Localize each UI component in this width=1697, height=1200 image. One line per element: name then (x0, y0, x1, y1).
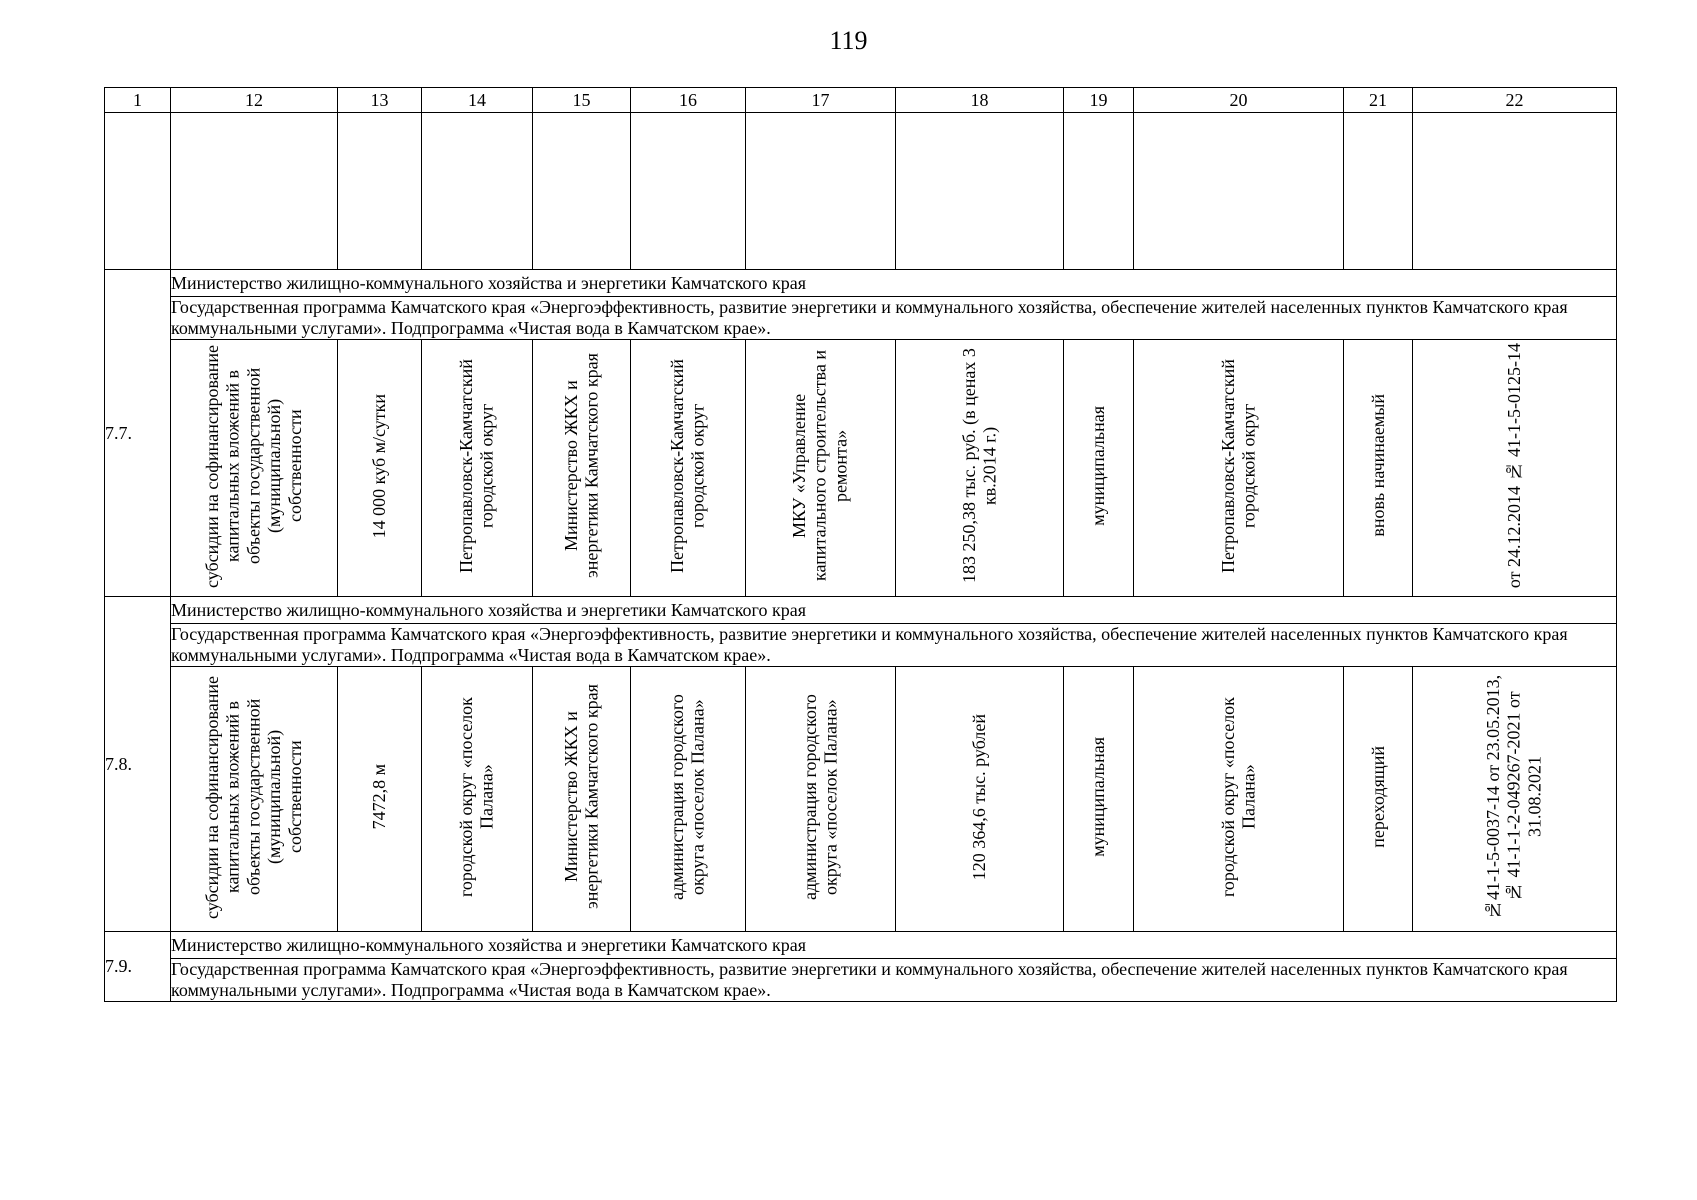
cell-text: 120 364,6 тыс. рублей (969, 713, 990, 880)
table-cell (896, 667, 1064, 932)
cell-text: №41-1-5-0037-14 от 23.05.2013, № 41-1-1-2-049267-2021 от 31.08.2021 (1483, 674, 1545, 920)
table-cell (896, 340, 1064, 597)
ministry-cell: Министерство жилищно-коммунального хозяйства и энергетики Камчатского края (171, 932, 1617, 959)
cell-text: переходящий (1367, 745, 1388, 848)
table-cell (422, 667, 533, 932)
col-header: 15 (533, 88, 631, 113)
program-cell: Государственная программа Камчатского края «Энергоэффективность, развитие энергетики и коммунального хозяйства, обеспечение жителей населенных пунктов Камчатского края коммунальными услугами». Подпрограмма «Чистая вода в Камчатском крае». (171, 624, 1617, 667)
col-header: 16 (631, 88, 746, 113)
col-header: 18 (896, 88, 1064, 113)
cell-text: Петропавловск-Камчатский городской округ (456, 358, 497, 573)
program-row (105, 624, 1617, 667)
col-header: 20 (1134, 88, 1344, 113)
program-cell: Государственная программа Камчатского края «Энергоэффективность, развитие энергетики и коммунального хозяйства, обеспечение жителей населенных пунктов Камчатского края коммунальными услугами». Подпрограмма «Чистая вода в Камчатском крае». (171, 959, 1617, 1002)
cell-text: 7472,8 м (369, 763, 390, 830)
col-header: 12 (171, 88, 338, 113)
table-cell (533, 667, 631, 932)
table-cell (338, 340, 422, 597)
cell-text: субсидии на софинансирование капитальных вложений в объекты государственной (муниципальной) собственности (202, 675, 306, 919)
empty-cell (105, 113, 171, 270)
table-row (105, 340, 1617, 597)
table-cell (1344, 340, 1413, 597)
cell-text: 183 250,38 тыс. руб. (в ценах 3 кв.2014 г.) (958, 348, 1000, 584)
empty-cell (896, 113, 1064, 270)
table-cell (631, 340, 746, 597)
cell-text: муниципальная (1088, 405, 1109, 526)
cell-text: городской округ «поселок Палана» (1217, 696, 1259, 897)
cell-text: Министерство ЖКХ и энергетики Камчатского края (560, 353, 602, 579)
row-number: 7.8. (105, 597, 171, 932)
empty-cell (1064, 113, 1134, 270)
table-cell (1344, 667, 1413, 932)
empty-cell (338, 113, 422, 270)
table-cell (1064, 667, 1134, 932)
table-cell (631, 667, 746, 932)
ministry-row (105, 597, 1617, 624)
empty-cell (1344, 113, 1413, 270)
table-cell (533, 340, 631, 597)
row-number: 7.9. (105, 932, 171, 1002)
cell-text: 14 000 куб м/сутки (369, 393, 390, 538)
table-cell (746, 340, 896, 597)
data-table (104, 87, 1617, 1002)
blank-row (105, 113, 1617, 270)
ministry-row (105, 932, 1617, 959)
program-row (105, 959, 1617, 1002)
table-cell (1413, 340, 1617, 597)
cell-text: от 24.12.2014 № 41-1-5-0125-14 (1504, 343, 1525, 589)
program-cell: Государственная программа Камчатского края «Энергоэффективность, развитие энергетики и коммунального хозяйства, обеспечение жителей населенных пунктов Камчатского края коммунальными услугами». Подпрограмма «Чистая вода в Камчатском крае». (171, 297, 1617, 340)
program-row (105, 297, 1617, 340)
table-cell (1134, 340, 1344, 597)
cell-text: администрация городского округа «поселок Палана» (667, 693, 708, 900)
empty-cell (422, 113, 533, 270)
table-cell (746, 667, 896, 932)
cell-text: муниципальная (1088, 736, 1109, 857)
header-row (105, 88, 1617, 113)
col-header: 1 (105, 88, 171, 113)
cell-text: Министерство ЖКХ и энергетики Камчатского края (560, 684, 602, 910)
table-row (105, 667, 1617, 932)
empty-cell (631, 113, 746, 270)
table-cell (338, 667, 422, 932)
col-header: 17 (746, 88, 896, 113)
empty-cell (171, 113, 338, 270)
col-header: 14 (422, 88, 533, 113)
table-cell (171, 340, 338, 597)
cell-text: Петропавловск-Камчатский городской округ (1217, 358, 1259, 573)
col-header: 13 (338, 88, 422, 113)
cell-text: Петропавловск-Камчатский городской округ (667, 358, 708, 573)
ministry-row (105, 270, 1617, 297)
row-number: 7.7. (105, 270, 171, 597)
cell-text: вновь начинаемый (1367, 394, 1388, 537)
empty-cell (746, 113, 896, 270)
col-header: 19 (1064, 88, 1134, 113)
table-cell (1134, 667, 1344, 932)
ministry-cell: Министерство жилищно-коммунального хозяйства и энергетики Камчатского края (171, 597, 1617, 624)
table-cell (171, 667, 338, 932)
col-header: 21 (1344, 88, 1413, 113)
ministry-cell: Министерство жилищно-коммунального хозяйства и энергетики Камчатского края (171, 270, 1617, 297)
cell-text: МКУ «Управление капитального строительства и ремонта» (789, 350, 851, 582)
page-number: 119 (829, 26, 868, 55)
table-cell (1064, 340, 1134, 597)
empty-cell (533, 113, 631, 270)
col-header: 22 (1413, 88, 1617, 113)
table-cell (1413, 667, 1617, 932)
cell-text: администрация городского округа «поселок Палана» (799, 693, 841, 900)
cell-text: субсидии на софинансирование капитальных вложений в объекты государственной (муниципальной) собственности (202, 344, 306, 588)
empty-cell (1413, 113, 1617, 270)
cell-text: городской округ «поселок Палана» (456, 696, 497, 897)
table-cell (422, 340, 533, 597)
empty-cell (1134, 113, 1344, 270)
